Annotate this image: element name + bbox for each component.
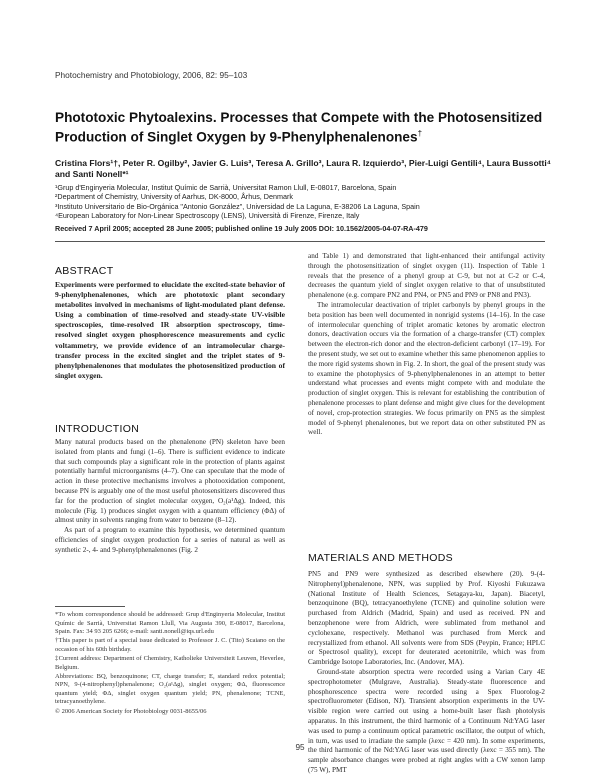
paragraph: PN5 and PN9 were synthesized as described elsewhere (20). 9-(4-Nitrophenyl)phenalenone, NPN, was supplied by Prof. Kiyoshi Fukuzawa (National Institute of Health Sciences, Setagaya-ku, Japan). Biacetyl, benzoquinone (BQ), tetracyanoethylene (TCNE) and quinoline solution were purchased from Aldrich (Madrid, Spain) and used as received. PN and benzophenone were from Aldrich, were sublimated from methanol and cyclohexane, respectively. Methanol was purchased from Merck and recrystallized from ethanol. All solvents were from SDS (Peypin, France; HPLC or Spectrosol quality), except for deuterated acetonitrile, which was from Cambridge Isotope Laboratories, Inc. (Andover, MA). bbox=[308, 570, 545, 667]
affiliation: ²Department of Chemistry, University of Aarhus, DK-8000, Århus, Denmark bbox=[55, 192, 293, 202]
affiliations bbox=[55, 183, 575, 220]
author-list: Cristina Flors¹†, Peter R. Ogilby², Javier G. Luis³, Teresa A. Grillo³, Laura R. Izquierdo³, Pier-Luigi Gentili⁴, Laura Bussotti⁴ and Santi Nonell*¹ bbox=[55, 158, 552, 179]
methods-heading: MATERIALS AND METHODS bbox=[308, 552, 453, 564]
footnotes bbox=[55, 611, 285, 717]
title-footnote-mark: † bbox=[417, 129, 423, 138]
introduction-heading: INTRODUCTION bbox=[55, 423, 140, 435]
right-column-body bbox=[308, 252, 545, 438]
footnote: Abbreviations: BQ, benzoquinone; CT, charge transfer; E, standard redox potential; NPN, 9-(4-nitrophenyl)phenalenone; O₂(a¹Δg), singlet oxygen; ΦΔ, fluorescence quantum yield; ΦΔ, singlet oxygen quantum yield; PN, phenalenone; TCNE, tetracyanoethylene. bbox=[55, 672, 285, 706]
affiliation: ³Instituto Universitario de Bio-Orgánica "Antonio González", Universidad de La Laguna, E-38206 La Laguna, Spain bbox=[55, 201, 420, 211]
header-divider bbox=[55, 241, 545, 242]
article-title bbox=[55, 110, 555, 146]
paragraph: The intramolecular deactivation of triplet carbonyls by phenyl groups in the beta position has been well documented in nonrigid systems (14–16). In the case of intermolecular quenching of triplet aromatic ketones by aromatic electron donors, deactivation occurs via the formation of a charge-transfer (CT) complex between the electron-rich donor and the electron-deficient carbonyl (17–19). For the present study, we set out to examine whether this same phenomenon applies to the more rigid systems shown in Fig. 2. In short, the goal of the present study was to examine the photophysics of 9-phenylphenalenones in an attempt to better understand what processes and events might compete with and modulate the production of singlet oxygen. This is relevant for establishing the contribution of phenalenone processes to plant defense and might give clues for the development of novel, crop-protection strategies. We focus primarily on PN5 as the simplest model of 9-phenyl phenalenones, but we report data on other substituted PN as well. bbox=[308, 300, 545, 437]
abstract-heading: ABSTRACT bbox=[55, 265, 114, 277]
footnote: ‡Current address: Department of Chemistry, Katholieke Universiteit Leuven, Heverlee, Belgium. bbox=[55, 654, 285, 671]
footnote: © 2006 American Society for Photobiology 0031-8655/06 bbox=[55, 707, 207, 715]
introduction-body bbox=[55, 438, 285, 556]
paragraph: Many natural products based on the phenalenone (PN) skeleton have been isolated from plants and fungi (1–6). There is sufficient evidence to indicate that such compounds play a significant role in the protection of plants against potentially harmful microorganisms (4–7). One can speculate that the mode of action in these protective mechanisms involves a photooxidation component, because PN is arguably one of the most useful photosensitizers discovered thus far for the production of singlet molecular oxygen, O₂(a¹Δg). Indeed, this molecule (Fig. 1) produces singlet oxygen with a quantum efficiency (ΦΔ) of almost unity in solvents ranging from water to benzene (8–12). bbox=[55, 438, 285, 525]
footnote: †This paper is part of a special issue dedicated to Professor J. C. (Tito) Scaiano on the occasion of his 60th birthday. bbox=[55, 637, 285, 653]
page-number: 95 bbox=[295, 743, 305, 752]
received-dates: Received 7 April 2005; accepted 28 June 2005; published online 19 July 2005 DOI: 10.1562/2005-04-07-RA-479 bbox=[55, 224, 428, 233]
paragraph: As part of a program to examine this hypothesis, we determined quantum efficiencies of singlet oxygen production for a series of natural as well as synthetic 2-, 4- and 9-phenylphenalenones (Fig. 2 bbox=[55, 526, 285, 554]
affiliation: ¹Grup d'Enginyeria Molecular, Institut Químic de Sarrià, Universitat Ramon Llull, E-08017, Barcelona, Spain bbox=[55, 183, 397, 192]
journal-citation: Photochemistry and Photobiology, 2006, 82: 95–103 bbox=[55, 70, 248, 80]
affiliation: ⁴European Laboratory for Non-Linear Spectroscopy (LENS), Università di Firenze, Firenze, Italy bbox=[55, 210, 360, 220]
article-title-text: Phototoxic Phytoalexins. Processes that Compete with the Photosensitized Production of Singlet Oxygen by 9-Phenylphenalenones bbox=[55, 110, 543, 145]
footnote-divider bbox=[55, 606, 125, 607]
paragraph: Ground-state absorption spectra were recorded using a Varian Cary 4E spectrophotometer (Mulgrave, Australia). Steady-state fluorescence and phosphorescence spectra were recorded using a Spex Fluorolog-2 spectrofluorometer (Edison, NJ). Transient absorption experiments in the UV-visible region were carried out using a home-built laser flash photolysis apparatus. In this instrument, the third harmonic of a Continuum Nd:YAG laser was used to pump a continuum optical parametric oscillator, the output of which, in turn, was used to irradiate the sample (λexc = 420 nm). In some experiments, the third harmonic of the Nd:YAG laser was used directly (λexc = 355 nm). The sample absorbance changes were probed at right angles with a CW xenon lamp (75 W), PMT bbox=[308, 667, 545, 774]
abstract-text: Experiments were performed to elucidate the excited-state behavior of 9-phenylphenalenones, which are phototoxic plant secondary metabolites involved in mechanisms of light-modulated plant defense. Using a combination of time-resolved and steady-state UV-visible spectroscopies, time-resolved IR absorption spectroscopy, time-resolved singlet oxygen phosphorescence measurements and cyclic voltammetry, we provide evidence of an intramolecular charge-transfer process in the excited singlet and the triplet states of 9-phenylphenalenones that modulates the photosensitized production of singlet oxygen. bbox=[55, 280, 285, 380]
paragraph: and Table 1) and demonstrated that light-enhanced their antifungal activity through the photosensitization of singlet oxygen (11). Inspection of Table 1 reveals that the presence of a phenyl group at C-9, but not at C-2 or C-4, decreases the quantum yield of singlet oxygen relative to that of unsubstituted phenalenone (e.g. compare PN2 and PN4, or PN5 and PN9 or PN8 and PN3). bbox=[308, 252, 545, 300]
footnote: *To whom correspondence should be addressed: Grup d'Enginyeria Molecular, Institut Químic de Sarrià, Universitat Ramon Llull, Via Augusta 390, E-08017, Barcelona, Spain. Fax: 34 93 205 6266; e-mail: santi.nonell@iqs.url.edu bbox=[55, 611, 285, 636]
